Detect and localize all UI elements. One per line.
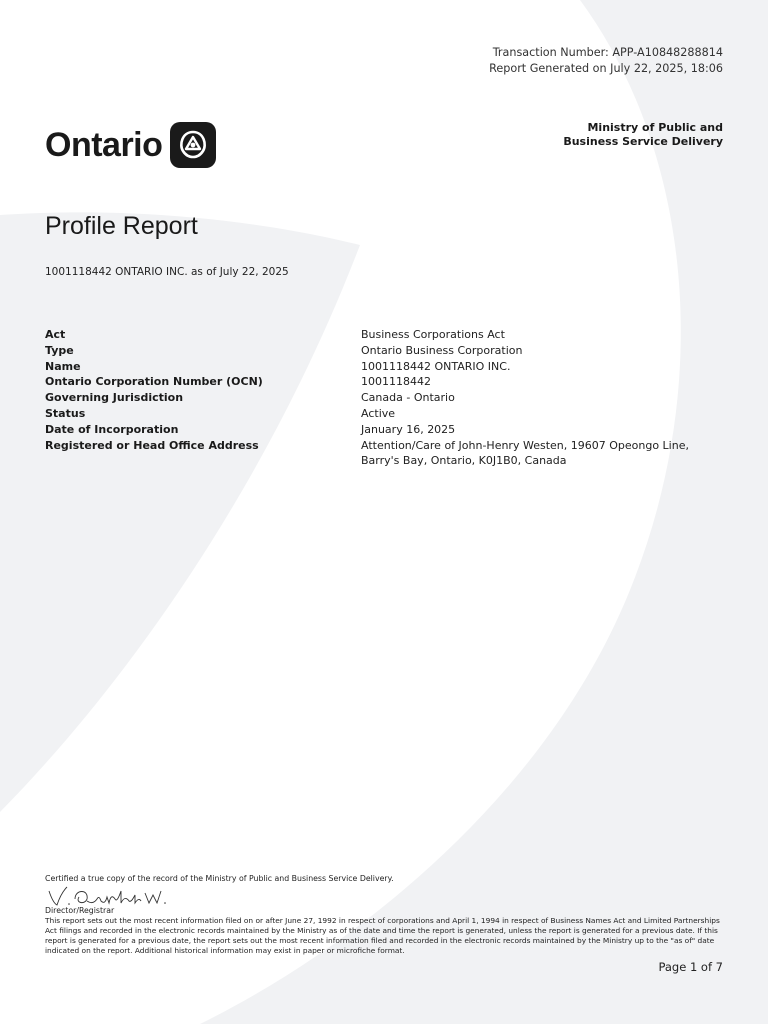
- detail-value-line: January 16, 2025: [361, 422, 456, 436]
- detail-label: Ontario Corporation Number (OCN): [45, 375, 263, 389]
- detail-row: [45, 438, 725, 470]
- certified-statement: Certified a true copy of the record of the Ministry of Public and Business Service Delivery.: [45, 874, 394, 883]
- detail-row: [45, 422, 725, 438]
- detail-value: [361, 327, 725, 343]
- detail-row: [45, 390, 725, 406]
- detail-row: [45, 327, 725, 343]
- detail-value: [361, 343, 725, 359]
- detail-value-line: Canada - Ontario: [361, 391, 455, 405]
- detail-value: [361, 374, 725, 390]
- detail-label: Act: [45, 328, 66, 341]
- ministry-name: [563, 121, 723, 149]
- detail-label: Governing Jurisdiction: [45, 391, 184, 405]
- director-title: Director/Registrar: [45, 906, 115, 915]
- detail-label: Name: [45, 359, 81, 373]
- detail-value: [361, 359, 725, 375]
- detail-label: Date of Incorporation: [45, 422, 179, 436]
- trillium-icon: [170, 122, 216, 168]
- ministry-line-1: Ministry of Public and: [587, 121, 723, 134]
- detail-label: Status: [45, 406, 86, 420]
- detail-label: Registered or Head Office Address: [45, 438, 259, 452]
- detail-value-line: 1001118442 ONTARIO INC.: [361, 359, 511, 373]
- transaction-block: [489, 45, 723, 77]
- page-title: Profile Report: [45, 212, 198, 240]
- detail-row: [45, 374, 725, 390]
- detail-value-line: Business Corporations Act: [361, 328, 505, 341]
- detail-value-line: Active: [361, 406, 396, 420]
- detail-value: [361, 406, 725, 422]
- detail-label: Type: [45, 343, 74, 357]
- details-table: [45, 327, 725, 469]
- page-number: Page 1 of 7: [658, 960, 723, 974]
- ontario-wordmark: Ontario: [45, 126, 163, 164]
- detail-row: [45, 406, 725, 422]
- detail-value-line: Ontario Business Corporation: [361, 343, 523, 357]
- detail-row: [45, 343, 725, 359]
- detail-value-line: Attention/Care of John-Henry Westen, 19607 Opeongo Line,: [361, 438, 689, 452]
- detail-value: [361, 390, 725, 406]
- ministry-line-2: Business Service Delivery: [563, 135, 723, 148]
- report-subtitle: 1001118442 ONTARIO INC. as of July 22, 2025: [45, 266, 289, 278]
- detail-value: [361, 422, 725, 438]
- transaction-number: Transaction Number: APP-A10848288814: [492, 46, 723, 59]
- detail-row: [45, 359, 725, 375]
- disclaimer-text: This report sets out the most recent information filed on or after June 27, 1992 in respect of corporations and April 1, 1994 in respect of Business Names Act and Limited Partnerships Act filings and recorded in the electronic records maintained by the Ministry as of the date and time the report is generated, unless the report is generated for a previous date. If this report is generated for a previous date, the report sets out the most recent information filed and recorded in the electronic records maintained by the Ministry up to the "as of" date indicated on the report. Additional historical information may exist in paper or microfiche format.: [45, 916, 720, 955]
- detail-value-line: 1001118442: [361, 375, 431, 389]
- ontario-logo: [45, 122, 216, 168]
- report-generated-date: Report Generated on July 22, 2025, 18:06: [489, 62, 723, 75]
- detail-value-line: Barry's Bay, Ontario, K0J1B0, Canada: [361, 454, 567, 468]
- detail-value: [361, 438, 725, 470]
